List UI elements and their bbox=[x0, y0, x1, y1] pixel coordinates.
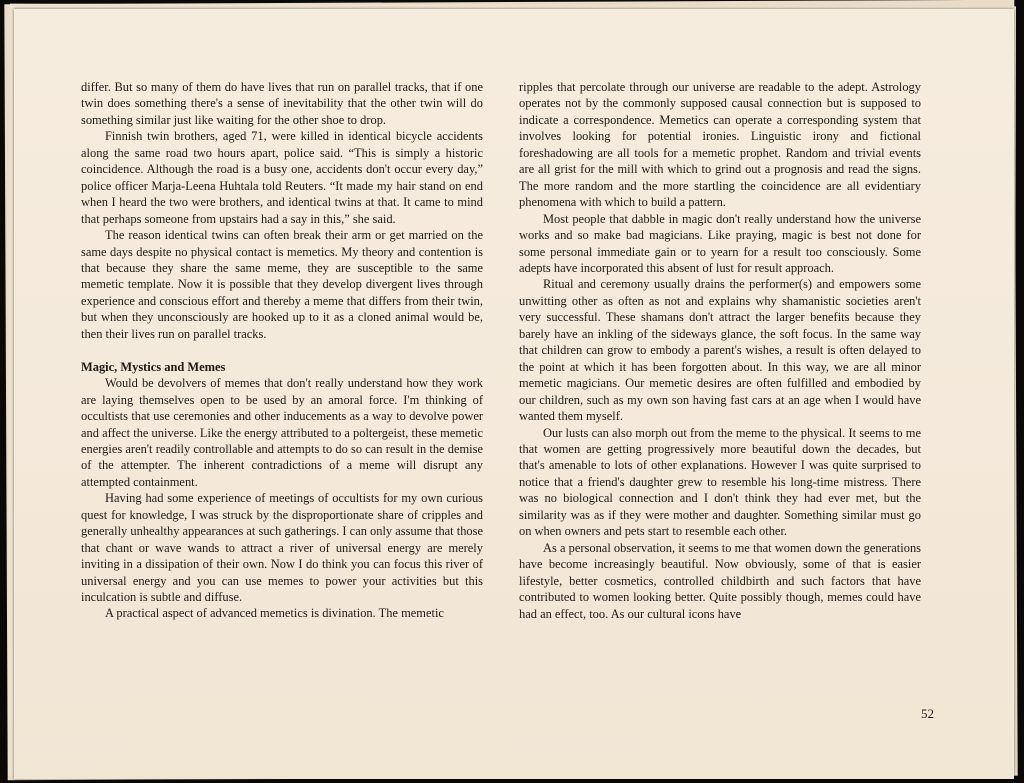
left-column bbox=[81, 79, 483, 622]
section-heading: Magic, Mystics and Memes bbox=[81, 359, 226, 374]
right-column bbox=[519, 79, 921, 622]
page-number: 52 bbox=[921, 706, 934, 721]
paragraph: ripples that percolate through our universe are readable to the adept. Astrology operates not by the commonly supposed causal connection but is supposed to indicate a correspondence. Memetics can operate a corresponding system that involves looking for potential ironies. Linguistic irony and fictional foreshadowing are all tools for a memetic prophet. Random and trivial events are all grist for the mill with which to grind out a prognosis and read the signs. The more random and the more startling the coincidence are all evidentiary phenomena with which to build a pattern. bbox=[519, 80, 921, 210]
paragraph: Our lusts can also morph out from the meme to the physical. It seems to me that women are getting progressively more beautiful down the decades, but that's amenable to lots of other explanations. However I was quite surprised to notice that a friend's daughter grew to resemble his long-time mistress. There was no biological connection and I don't think they had ever met, but the similarity was as if they were mother and daughter. Something similar must go on when owners and pets start to resemble each other. bbox=[519, 425, 921, 539]
paragraph: Finnish twin brothers, aged 71, were killed in identical bicycle accidents along the same road two hours apart, police said. “This is simply a historic coincidence. Although the road is a busy one, accidents don't occur every day,” police officer Marja-Leena Huhtala told Reuters. “It made my hair stand on end when I heard the two were brothers, and identical twins at that. It came to mind that perhaps someone from upstairs had a say in this,” she said. bbox=[81, 129, 483, 226]
paragraph: The reason identical twins can often break their arm or get married on the same days despite no physical contact is memetics. My theory and contention is that because they share the same meme, they are susceptible to the same memetic template. Now it is possible that they develop divergent lives through experience and conscious effort and thereby a meme that differs from their twin, but when they unconsciously are hooked up to it as a cloned animal would be, then their lives run on parallel tracks. bbox=[81, 228, 483, 341]
paragraph: Would be devolvers of memes that don't really understand how they work are laying themselves open to be used by an amoral force. I'm thinking of occultists that use ceremonies and other inducements as a way to devolve power and affect the universe. Like the energy attributed to a poltergeist, these memetic energies aren't readily controllable and attempts to do so can result in the demise of the attempter. The inherent contradictions of a meme will disrupt any attempted containment. bbox=[81, 376, 484, 489]
paragraph: differ. But so many of them do have lives that run on parallel tracks, that if one twin does something there's a sense of inevitability that the other twin will do something similar just like waiting for the other shoe to drop. bbox=[81, 80, 483, 127]
paragraph: A practical aspect of advanced memetics is divination. The memetic bbox=[105, 606, 444, 621]
paragraph: Most people that dabble in magic don't really understand how the universe works and so make bad magicians. Like praying, magic is best not done for some personal immediate gain or to yearn for a result too consciously. Some adepts have incorporated this absent of lust for result approach. bbox=[519, 211, 921, 275]
paragraph: Having had some experience of meetings of occultists for my own curious quest for knowledge, I was struck by the disproportionate share of cripples and generally unhealthy appearances at such gatherings. I can only assume that those that chant or wave wands to attract a river of universal energy are merely inviting in a dissipation of their own. Now I do think you can focus this river of universal energy and you can use memes to power your activities but this inculcation is subtle and diffuse. bbox=[81, 491, 484, 605]
paragraph: As a personal observation, it seems to me that women down the generations have become increasingly beautiful. Now obviously, some of that is easier lifestyle, better cosmetics, controlled childbirth and such factors that have contributed to women looking better. Quite possibly though, memes could have had an effect, too. As our cultural icons have bbox=[519, 540, 921, 621]
paragraph: Ritual and ceremony usually drains the performer(s) and empowers some unwitting other as often as not and explains why shamanistic societies aren't very successful. These shamans don't attract the larger benefits because they barely have an inkling of the sideways glance, the soft focus. In the same way that children can grow to embody a parent's wishes, a result is often delayed to the point at which it has been forgotten about. In this way, we are all minor memetic magicians. Our memetic desires are often fulfilled and embodied by our children, such as my own son having fast cars at an age when I would have wanted them myself. bbox=[519, 277, 921, 424]
